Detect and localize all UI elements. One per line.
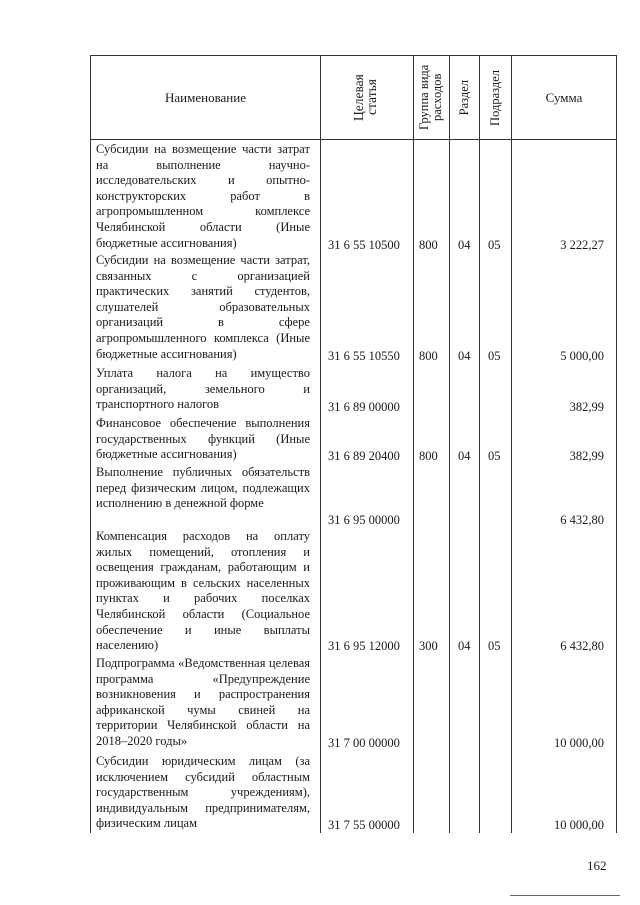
row-code: 31 6 55 10500 (328, 238, 400, 252)
header-name-text: Наименование (165, 89, 246, 105)
col-divider-code (320, 55, 321, 833)
row-group: 800 (419, 349, 438, 363)
col-divider-group (413, 55, 414, 833)
table-left-border (90, 55, 91, 833)
row-group: 800 (419, 449, 438, 463)
header-name (91, 56, 320, 139)
header-section-text: Раздел (457, 79, 471, 116)
row-group: 300 (419, 639, 438, 653)
header-sum-text: Сумма (545, 89, 583, 105)
row-code: 31 6 95 12000 (328, 639, 400, 653)
row-sum: 382,99 (569, 449, 604, 463)
header-expense-group-text: Группа вида расходов (416, 64, 444, 131)
col-divider-podrazdel (479, 55, 480, 833)
page-number: 162 (587, 858, 607, 873)
row-name: Подпрограмма «Ведомственная целевая программа «Предупреждение возникновения и распространения африканской чумы свиней на территории Челябинской области на 2018–2020 годы» (96, 656, 310, 748)
row-code: 31 6 95 00000 (328, 513, 400, 527)
row-sum: 382,99 (569, 400, 604, 414)
row-name: Уплата налога на имущество организаций, земельного и транспортного налогов (96, 366, 310, 412)
header-section (450, 56, 479, 139)
row-podrazdel: 05 (488, 238, 501, 252)
row-code: 31 7 55 00000 (328, 818, 400, 832)
row-group: 800 (419, 238, 438, 252)
row-code: 31 6 55 10550 (328, 349, 400, 363)
row-code: 31 6 89 00000 (328, 400, 400, 414)
table-right-border (616, 55, 617, 833)
footer-divider (510, 895, 620, 896)
header-expense-group (414, 56, 449, 139)
row-name: Субсидии юридическим лицам (за исключением субсидий областным государственным учреждениям), индивидуальным предпринимателям, физическим лицам (96, 754, 310, 831)
header-sum (512, 56, 616, 139)
row-razdel: 04 (458, 238, 471, 252)
header-subsection-text: Подраздел (488, 69, 502, 126)
row-code: 31 6 89 20400 (328, 449, 400, 463)
col-divider-razdel (449, 55, 450, 833)
row-name: Финансовое обеспечение выполнения государственных функций (Иные бюджетные ассигнования) (96, 416, 310, 462)
header-bottom-border (90, 139, 616, 140)
header-subsection (480, 56, 511, 139)
row-name: Субсидии на возмещение части затрат, связанных с организацией практических занятий студентов, слушателей образовательных организаций в сфере агропромышленного комплекса (Иные бюджетные ассигнования) (96, 253, 310, 361)
row-podrazdel: 05 (488, 449, 501, 463)
row-code: 31 7 00 00000 (328, 736, 400, 750)
row-sum: 6 432,80 (560, 513, 604, 527)
row-sum: 10 000,00 (554, 736, 604, 750)
row-name: Субсидии на возмещение части затрат на выполнение научно-исследовательских и опытно-конструкторских работ в агропромышленном комплексе Челябинской области (Иные бюджетные ассигнования) (96, 142, 310, 250)
row-razdel: 04 (458, 449, 471, 463)
header-target-article (321, 56, 413, 139)
row-name: Компенсация расходов на оплату жилых помещений, отопления и освещения гражданам, работающим и проживающим в сельских населенных пунктах и рабочих поселках Челябинской области (Социальное обеспечение и иные выплаты населению) (96, 529, 310, 653)
row-razdel: 04 (458, 349, 471, 363)
row-sum: 5 000,00 (560, 349, 604, 363)
row-podrazdel: 05 (488, 349, 501, 363)
row-name: Выполнение публичных обязательств перед физическим лицом, подлежащих исполнению в денежной форме (96, 465, 310, 511)
row-sum: 6 432,80 (560, 639, 604, 653)
row-sum: 3 222,27 (560, 238, 604, 252)
row-podrazdel: 05 (488, 639, 501, 653)
col-divider-sum (511, 55, 512, 833)
row-razdel: 04 (458, 639, 471, 653)
header-target-article-text: Целевая статья (351, 74, 379, 121)
row-sum: 10 000,00 (554, 818, 604, 832)
